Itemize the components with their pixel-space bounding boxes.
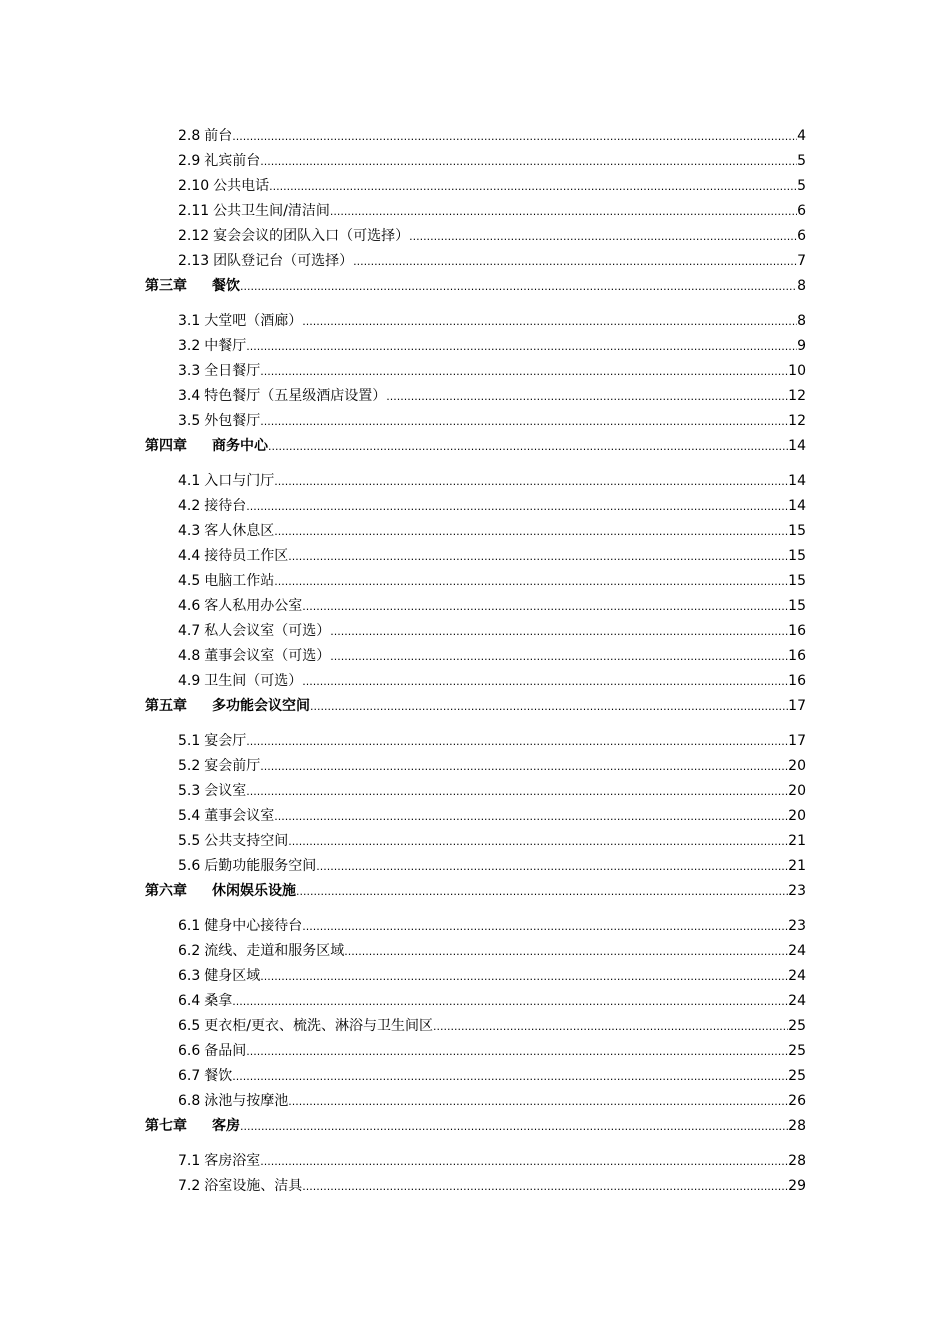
section-number: 5.5: [178, 833, 201, 849]
toc-section-entry[interactable]: [0, 1089, 950, 1114]
section-title: 宴会厅: [204, 733, 247, 749]
section-title: 客房浴室: [204, 1153, 261, 1169]
section-title: 更衣柜/更衣、梳洗、淋浴与卫生间区: [204, 1018, 433, 1034]
dot-leader: [274, 804, 788, 829]
dot-leader: [302, 594, 788, 619]
page-number: 24: [788, 968, 806, 984]
section-number: 7.2: [178, 1178, 201, 1194]
toc-section-entry[interactable]: [0, 754, 950, 779]
section-title: 宴会会议的团队入口（可选择）: [213, 228, 410, 244]
section-number: 2.13: [178, 253, 210, 269]
toc-chapter-entry[interactable]: [0, 879, 950, 904]
toc-section-entry[interactable]: [0, 644, 950, 669]
section-number: 6.5: [178, 1018, 201, 1034]
section-number: 4.7: [178, 623, 201, 639]
chapter-number: 第五章: [145, 698, 187, 714]
section-title: 全日餐厅: [204, 363, 261, 379]
toc-section-entry[interactable]: [0, 729, 950, 754]
section-title: 桑拿: [204, 993, 233, 1009]
section-title: 接待员工作区: [204, 548, 289, 564]
toc-section-entry[interactable]: [0, 124, 950, 149]
dot-leader: [240, 274, 797, 299]
dot-leader: [330, 199, 797, 224]
section-title: 礼宾前台: [204, 153, 261, 169]
page-number: 8: [797, 278, 806, 294]
toc-section-entry[interactable]: [0, 174, 950, 199]
section-title: 特色餐厅（五星级酒店设置）: [204, 388, 387, 404]
dot-leader: [260, 754, 788, 779]
page-number: 29: [788, 1178, 806, 1194]
dot-leader: [310, 694, 788, 719]
section-title: 团队登记台（可选择）: [213, 253, 354, 269]
toc-section-entry[interactable]: [0, 1014, 950, 1039]
section-title: 宴会前厅: [204, 758, 261, 774]
dot-leader: [344, 939, 788, 964]
page-number: 20: [788, 808, 806, 824]
toc-section-entry[interactable]: [0, 669, 950, 694]
toc-section-entry[interactable]: [0, 1174, 950, 1199]
section-title: 备品间: [204, 1043, 247, 1059]
dot-leader: [274, 469, 788, 494]
page-number: 20: [788, 758, 806, 774]
dot-leader: [246, 729, 788, 754]
toc-section-entry[interactable]: [0, 569, 950, 594]
toc-section-entry[interactable]: [0, 544, 950, 569]
toc-section-entry[interactable]: [0, 1149, 950, 1174]
section-title: 外包餐厅: [204, 413, 261, 429]
chapter-title: 餐饮: [212, 278, 240, 294]
toc-section-entry[interactable]: [0, 519, 950, 544]
page-number: 28: [788, 1153, 806, 1169]
toc-section-entry[interactable]: [0, 939, 950, 964]
section-title: 后勤功能服务空间: [204, 858, 317, 874]
page-number: 26: [788, 1093, 806, 1109]
section-title: 前台: [204, 128, 233, 144]
section-number: 6.7: [178, 1068, 201, 1084]
page-number: 4: [797, 128, 806, 144]
page-number: 14: [788, 498, 806, 514]
section-number: 2.12: [178, 228, 210, 244]
toc-section-entry[interactable]: [0, 199, 950, 224]
dot-leader: [330, 644, 788, 669]
section-number: 3.2: [178, 338, 201, 354]
chapter-title: 客房: [212, 1118, 240, 1134]
section-number: 7.1: [178, 1153, 201, 1169]
section-number: 6.1: [178, 918, 201, 934]
section-title: 入口与门厅: [204, 473, 275, 489]
page-number: 14: [788, 473, 806, 489]
section-number: 3.1: [178, 313, 201, 329]
page-number: 25: [788, 1043, 806, 1059]
toc-chapter-entry[interactable]: [0, 274, 950, 299]
toc-section-entry[interactable]: [0, 249, 950, 274]
section-number: 6.6: [178, 1043, 201, 1059]
section-title: 餐饮: [204, 1068, 233, 1084]
section-number: 4.8: [178, 648, 201, 664]
dot-leader: [246, 494, 788, 519]
section-number: 6.4: [178, 993, 201, 1009]
toc-chapter-entry[interactable]: [0, 434, 950, 459]
page-number: 20: [788, 783, 806, 799]
dot-leader: [232, 1064, 788, 1089]
dot-leader: [246, 779, 788, 804]
dot-leader: [274, 519, 788, 544]
page-number: 15: [788, 598, 806, 614]
section-title: 会议室: [204, 783, 247, 799]
section-title: 电脑工作站: [204, 573, 275, 589]
page-number: 16: [788, 623, 806, 639]
section-title: 私人会议室（可选）: [204, 623, 331, 639]
section-title: 卫生间（可选）: [204, 673, 303, 689]
section-number: 2.8: [178, 128, 201, 144]
toc-section-entry[interactable]: [0, 964, 950, 989]
dot-leader: [386, 384, 788, 409]
dot-leader: [302, 914, 788, 939]
dot-leader: [433, 1014, 788, 1039]
dot-leader: [353, 249, 797, 274]
dot-leader: [260, 149, 797, 174]
section-title: 健身中心接待台: [204, 918, 303, 934]
dot-leader: [246, 334, 797, 359]
chapter-title: 商务中心: [212, 438, 268, 454]
section-title: 董事会议室: [204, 808, 275, 824]
page-number: 12: [788, 413, 806, 429]
section-title: 接待台: [204, 498, 247, 514]
toc-section-entry[interactable]: [0, 619, 950, 644]
dot-leader: [302, 309, 797, 334]
toc-section-entry[interactable]: [0, 1039, 950, 1064]
toc-section-entry[interactable]: [0, 469, 950, 494]
section-number: 4.2: [178, 498, 201, 514]
page-number: 25: [788, 1068, 806, 1084]
section-title: 流线、走道和服务区域: [204, 943, 345, 959]
toc-section-entry[interactable]: [0, 854, 950, 879]
page-number: 15: [788, 573, 806, 589]
dot-leader: [302, 669, 788, 694]
toc-section-entry[interactable]: [0, 989, 950, 1014]
section-number: 5.2: [178, 758, 201, 774]
toc-section-entry[interactable]: [0, 409, 950, 434]
page-number: 9: [797, 338, 806, 354]
section-number: 3.4: [178, 388, 201, 404]
page-number: 16: [788, 648, 806, 664]
section-number: 4.4: [178, 548, 201, 564]
section-number: 5.6: [178, 858, 201, 874]
page-number: 15: [788, 548, 806, 564]
section-number: 4.9: [178, 673, 201, 689]
section-title: 公共电话: [213, 178, 270, 194]
section-title: 浴室设施、洁具: [204, 1178, 303, 1194]
page-number: 25: [788, 1018, 806, 1034]
section-number: 2.9: [178, 153, 201, 169]
page-number: 16: [788, 673, 806, 689]
section-number: 6.2: [178, 943, 201, 959]
dot-leader: [260, 359, 788, 384]
toc-chapter-entry[interactable]: [0, 1114, 950, 1139]
section-title: 客人休息区: [204, 523, 275, 539]
section-title: 客人私用办公室: [204, 598, 303, 614]
page-number: 14: [788, 438, 806, 454]
toc-section-entry[interactable]: [0, 359, 950, 384]
toc-section-entry[interactable]: [0, 594, 950, 619]
page-number: 17: [788, 698, 806, 714]
dot-leader: [288, 829, 788, 854]
dot-leader: [316, 854, 788, 879]
dot-leader: [246, 1039, 788, 1064]
page-number: 24: [788, 943, 806, 959]
page-number: 10: [788, 363, 806, 379]
page-number: 23: [788, 918, 806, 934]
dot-leader: [240, 1114, 788, 1139]
dot-leader: [260, 1149, 788, 1174]
toc-section-entry[interactable]: [0, 494, 950, 519]
toc-section-entry[interactable]: [0, 779, 950, 804]
dot-leader: [302, 1174, 788, 1199]
chapter-title: 休闲娱乐设施: [212, 883, 296, 899]
toc-section-entry[interactable]: [0, 914, 950, 939]
section-number: 4.3: [178, 523, 201, 539]
dot-leader: [260, 409, 788, 434]
dot-leader: [260, 964, 788, 989]
section-number: 2.10: [178, 178, 210, 194]
page-number: 24: [788, 993, 806, 1009]
section-number: 4.5: [178, 573, 201, 589]
page-number: 12: [788, 388, 806, 404]
dot-leader: [296, 879, 788, 904]
toc-chapter-entry[interactable]: [0, 694, 950, 719]
section-number: 3.3: [178, 363, 201, 379]
section-number: 4.6: [178, 598, 201, 614]
chapter-number: 第三章: [145, 278, 187, 294]
chapter-number: 第七章: [145, 1118, 187, 1134]
section-number: 5.4: [178, 808, 201, 824]
toc-section-entry[interactable]: [0, 224, 950, 249]
dot-leader: [409, 224, 797, 249]
page-number: 5: [797, 178, 806, 194]
section-number: 3.5: [178, 413, 201, 429]
section-title: 公共支持空间: [204, 833, 289, 849]
toc-section-entry[interactable]: [0, 829, 950, 854]
table-of-contents: [0, 124, 950, 1199]
page-number: 6: [797, 228, 806, 244]
page-number: 6: [797, 203, 806, 219]
toc-section-entry[interactable]: [0, 1064, 950, 1089]
page-number: 15: [788, 523, 806, 539]
page-number: 5: [797, 153, 806, 169]
toc-section-entry[interactable]: [0, 804, 950, 829]
page-number: 8: [797, 313, 806, 329]
section-title: 泳池与按摩池: [204, 1093, 289, 1109]
section-number: 6.3: [178, 968, 201, 984]
page-number: 17: [788, 733, 806, 749]
dot-leader: [232, 124, 797, 149]
dot-leader: [269, 174, 797, 199]
dot-leader: [288, 544, 788, 569]
dot-leader: [330, 619, 788, 644]
section-number: 6.8: [178, 1093, 201, 1109]
dot-leader: [274, 569, 788, 594]
section-title: 中餐厅: [204, 338, 247, 354]
dot-leader: [288, 1089, 788, 1114]
chapter-title: 多功能会议空间: [212, 698, 310, 714]
page-number: 28: [788, 1118, 806, 1134]
toc-section-entry[interactable]: [0, 334, 950, 359]
toc-section-entry[interactable]: [0, 384, 950, 409]
section-number: 2.11: [178, 203, 210, 219]
section-number: 5.1: [178, 733, 201, 749]
page-number: 21: [788, 858, 806, 874]
section-title: 大堂吧（酒廊）: [204, 313, 303, 329]
section-title: 健身区域: [204, 968, 261, 984]
section-number: 5.3: [178, 783, 201, 799]
section-title: 公共卫生间/清洁间: [213, 203, 330, 219]
chapter-number: 第四章: [145, 438, 187, 454]
page-number: 7: [797, 253, 806, 269]
section-number: 4.1: [178, 473, 201, 489]
chapter-number: 第六章: [145, 883, 187, 899]
dot-leader: [268, 434, 788, 459]
section-title: 董事会议室（可选）: [204, 648, 331, 664]
toc-section-entry[interactable]: [0, 149, 950, 174]
page-number: 23: [788, 883, 806, 899]
page-number: 21: [788, 833, 806, 849]
dot-leader: [232, 989, 788, 1014]
toc-section-entry[interactable]: [0, 309, 950, 334]
